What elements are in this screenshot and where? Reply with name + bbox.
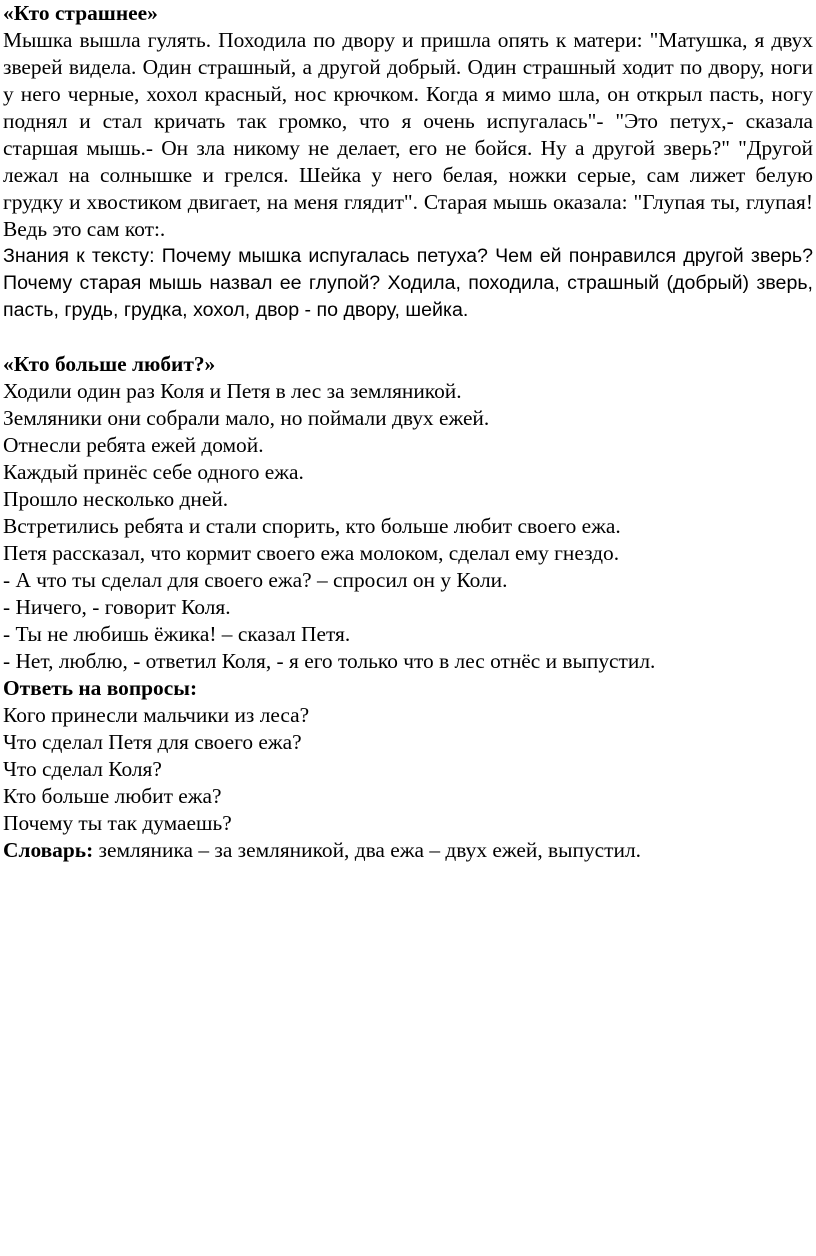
question-item: Кто больше любит ежа? (3, 784, 222, 808)
vocabulary-label: Словарь: (3, 838, 94, 862)
story-2-title: «Кто больше любит?» (3, 352, 216, 376)
document-page (3, 0, 813, 864)
spacer (3, 324, 813, 351)
question-item: Кого принесли мальчики из леса? (3, 703, 310, 727)
story-2-line: Прошло несколько дней. (3, 487, 229, 511)
story-2-line: - Ничего, - говорит Коля. (3, 595, 231, 619)
story-1-title: «Кто страшнее» (3, 1, 158, 25)
story-2-line: - А что ты сделал для своего ежа? – спросил он у Коли. (3, 568, 508, 592)
story-1-tasks: Знания к тексту: Почему мышка испугалась петуха? Чем ей понравился другой зверь? Почему старая мышь назвал ее глупой? Ходила, походила, страшный (добрый) зверь, пасть, грудь, грудка, хохол, двор - по двору, шейка. (3, 245, 813, 321)
story-2-line: - Нет, люблю, - ответил Коля, - я его только что в лес отнёс и выпустил. (3, 649, 656, 673)
story-1-text: Мышка вышла гулять. Походила по двору и пришла опять к матери: "Матушка, я двух зверей видела. Один страшный, а другой добрый. Один страшный ходит по двору, ноги у него черные, хохол красный, нос крючком. Когда я мимо шла, он открыл пасть, ногу поднял и стал кричать так громко, что я очень испугалась"- "Это петух,- сказала старшая мышь.- Он зла никому не делает, его не бойся. Ну а другой зверь?" "Другой лежал на солнышке и грелся. Шейка у него белая, ножки серые, сам лижет белую грудку и хвостиком двигает, на меня глядит". Старая мышь оказала: "Глупая ты, глупая! Ведь это сам кот:. (3, 28, 813, 241)
story-2-line: Каждый принёс себе одного ежа. (3, 460, 304, 484)
question-item: Что сделал Коля? (3, 757, 162, 781)
question-item: Почему ты так думаешь? (3, 811, 232, 835)
vocabulary-text: земляника – за земляникой, два ежа – двух ежей, выпустил. (93, 838, 641, 862)
story-2-text (3, 378, 813, 675)
story-2-line: Отнесли ребята ежей домой. (3, 433, 264, 457)
story-2-line: Встретились ребята и стали спорить, кто больше любит своего ежа. (3, 514, 621, 538)
story-2-line: Петя рассказал, что кормит своего ежа молоком, сделал ему гнездо. (3, 541, 620, 565)
questions-heading: Ответь на вопросы: (3, 676, 198, 700)
questions-list (3, 702, 813, 837)
vocabulary (3, 837, 813, 864)
story-2-line: Ходили один раз Коля и Петя в лес за земляникой. (3, 379, 462, 403)
story-2-line: Земляники они собрали мало, но поймали двух ежей. (3, 406, 490, 430)
story-2-line: - Ты не любишь ёжика! – сказал Петя. (3, 622, 351, 646)
question-item: Что сделал Петя для своего ежа? (3, 730, 302, 754)
